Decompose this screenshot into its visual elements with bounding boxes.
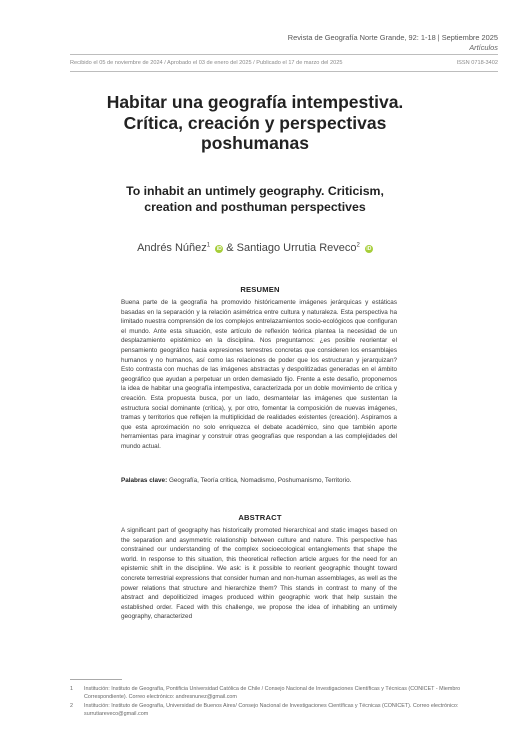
abstract-heading: ABSTRACT bbox=[238, 513, 282, 522]
author-line bbox=[70, 242, 440, 254]
footnote-text: Institución: Instituto de Geografía, Pontificia Universidad Católica de Chile / Consejo Nacional de Investigaciones Científicas y Técnicas (CONICET - Miembro Correspondiente). Correo electrónico: andresnunez@gmail.com bbox=[84, 686, 461, 700]
dates-rule bbox=[70, 71, 498, 72]
author-name: Santiago Urrutia Reveco bbox=[236, 242, 357, 254]
header-rule bbox=[70, 54, 498, 55]
author-name: Andrés Núñez bbox=[137, 242, 207, 254]
footnote-text: Institución: Instituto de Geografía, Universidad de Buenos Aires/ Consejo Nacional de Investigaciones Científicas y Técnicas (CONICET). Correo electrónico: surrutiareveco@gmail.com bbox=[84, 703, 459, 717]
footnotes bbox=[70, 686, 502, 720]
resumen-body: Buena parte de la geografía ha promovido históricamente imágenes jerárquicas y estáticas basadas en la separación y la relación asimétrica entre cultura y naturaleza. Esta perspectiva ha limitado nuestra comprensión de los complejos entrelazamientos socio-ecológicos que configuran el mundo. Ante esta situación, este artículo de reflexión teórica plantea la necesidad de un desplazamiento epistémico en la disciplina. Nos preguntamos: ¿es posible reorientar el pensamiento geográfico hacia expresiones terrestres concretas que consideren los ensamblajes humanos y no humanos, así como las relaciones de poder que los estructuran y jerarquizan? Esto contrasta con muchas de las imágenes abstractas y despolitizadas generadas en el ámbito geográfico que ayudan a perpetuar un orden demasiado fijo. Frente a este desafío, proponemos la idea de habitar una geografía intempestiva, caracterizada por un doble movimiento de crítica y creación. Esta propuesta busca, por un lado, desmantelar las imágenes que sustentan la estructura social dominante (crítica), y, por otro, fomentar la composición de nuevas imágenes, tramas y territorios que reflejen la multiplicidad de realidades existentes (creación). Aspiramos a que esta aproximación no solo enriquezca el debate académico, sino que también aporte herramientas para imaginar y construir otras geografías que respondan a las complejidades del mundo actual. bbox=[121, 299, 397, 450]
resumen-heading: RESUMEN bbox=[240, 285, 280, 294]
section-label: Artículos bbox=[469, 43, 498, 52]
footnote-number: 2 bbox=[70, 703, 73, 710]
dates-history: Recibido el 05 de noviembre de 2024 / Aprobado el 03 de enero del 2025 / Publicado el 17 de marzo del 2025 bbox=[70, 60, 343, 66]
keywords bbox=[121, 476, 397, 486]
keywords-label: Palabras clave: bbox=[121, 477, 168, 484]
footnote bbox=[70, 686, 502, 701]
orcid-icon[interactable]: iD bbox=[366, 246, 372, 252]
orcid-icon[interactable]: iD bbox=[216, 246, 222, 252]
footnote-rule bbox=[70, 679, 122, 680]
footnote-ref: 1 bbox=[206, 242, 211, 249]
footnote bbox=[70, 703, 502, 718]
title-spanish: Habitar una geografía intempestiva. Crítica, creación y perspectivas poshumanas bbox=[106, 92, 404, 153]
footnote-ref: 2 bbox=[356, 242, 360, 249]
journal-citation: Revista de Geografía Norte Grande, 92: 1-18 | Septiembre 2025 bbox=[287, 33, 498, 42]
title-english: To inhabit an untimely geography. Criticism, creation and posthuman perspectives bbox=[126, 184, 384, 214]
keywords-list: Geografía, Teoría crítica, Nomadismo, Poshumanismo, Territorio. bbox=[167, 477, 352, 484]
abstract-body: A significant part of geography has historically promoted hierarchical and static images based on the separation and asymmetric relationship between culture and nature. This perspective has constrained our understanding of the complex socioecological entanglements that shape the world. In response to this situation, this theoretical reflection article argues for the need for an epistemic shift in the discipline. We ask: is it possible to reorient geographic thought toward concrete terrestrial expressions that consider human and non-human assemblages, as well as the power relations that structure and hierarchize them? This stands in contrast to many of the abstract and depoliticized images produced within geographic work that help sustain the established order. Faced with this challenge, we propose the idea of inhabiting an untimely geography, characterized bbox=[121, 527, 397, 621]
issn: ISSN 0718-3402 bbox=[456, 60, 498, 66]
publication-dates bbox=[70, 60, 498, 66]
footnote-number: 1 bbox=[70, 686, 73, 692]
running-header bbox=[288, 33, 498, 53]
author-separator: & bbox=[223, 242, 237, 254]
